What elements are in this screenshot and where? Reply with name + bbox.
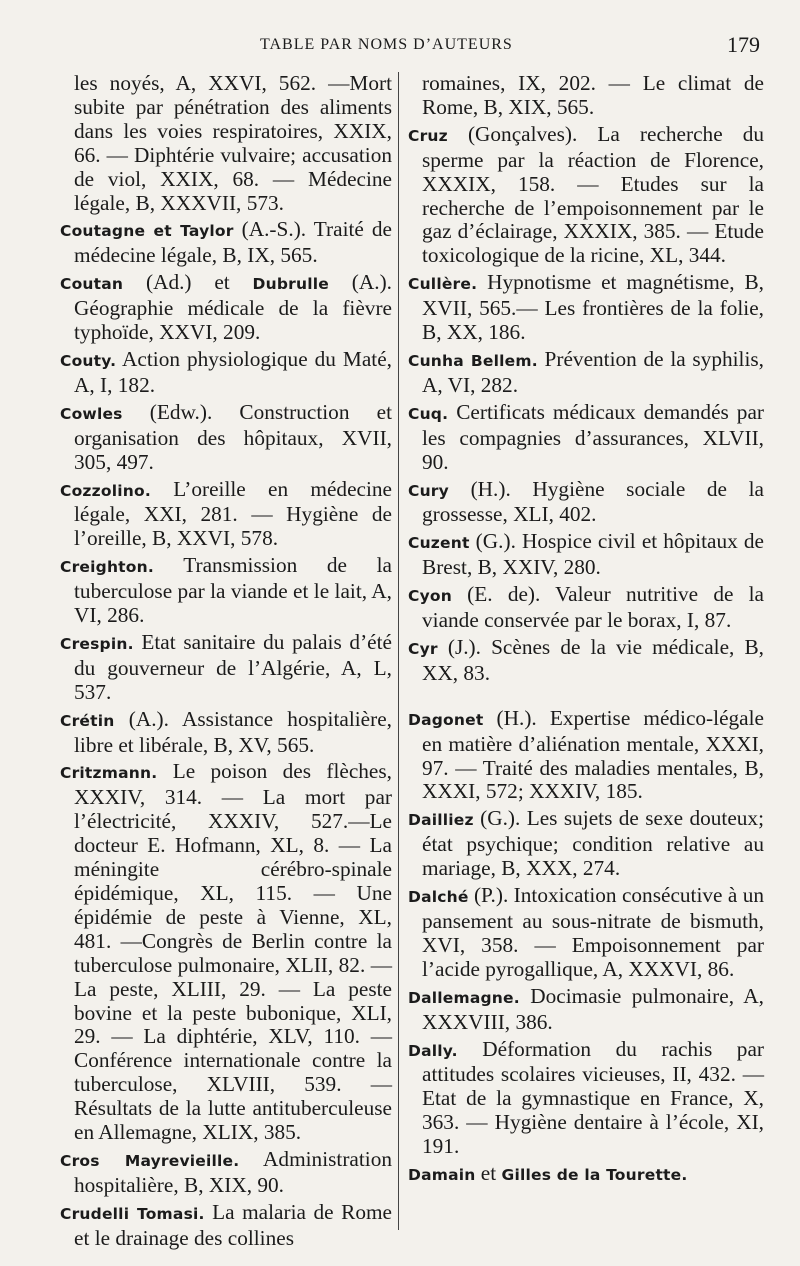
author-name: Dallemagne.: [408, 988, 520, 1007]
column-divider: [398, 72, 399, 1230]
page-header: [60, 30, 780, 60]
index-entry: [408, 884, 764, 982]
author-name: Cozzolino.: [60, 481, 151, 500]
index-entry: [408, 348, 764, 398]
entry-text: (H.). Hygiène sociale de la grossesse, XLI, 402.: [422, 476, 764, 527]
entry-text: (A.). Géographie médicale de la fièvre typhoïde, XXVI, 209.: [74, 270, 392, 345]
index-entry: [60, 554, 392, 628]
index-entry: [408, 1038, 764, 1160]
index-entry: [408, 985, 764, 1035]
index-entry: [408, 583, 764, 633]
index-entry: [60, 708, 392, 758]
index-entry: [60, 348, 392, 398]
author-name: Damain: [408, 1166, 476, 1185]
entry-text: La malaria de Rome et le drainage des collines: [74, 1199, 392, 1250]
entry-text: (Ad.) et: [123, 270, 253, 295]
entry-text: (H.). Expertise médico-légale en matière d’aliénation mentale, XXXI, 97. — Traité des maladies mentales, B, XXXI, 572; XXXIV, 185.: [422, 705, 764, 804]
index-entry: [60, 631, 392, 705]
entry-text: (E. de). Valeur nutritive de la viande conservée par le borax, I, 87.: [422, 582, 764, 633]
entry-text: Prévention de la syphilis, A, VI, 282.: [422, 346, 764, 397]
index-entry: [60, 401, 392, 475]
index-entry: [60, 478, 392, 552]
running-title: TABLE PAR NOMS D’AUTEURS: [260, 36, 513, 53]
entry-text: Docimasie pulmonaire, A, XXXVIII, 386.: [422, 983, 764, 1034]
index-entry: [408, 807, 764, 881]
author-name: Cunha Bellem.: [408, 351, 538, 370]
right-column: [408, 72, 764, 1191]
left-column: [60, 72, 392, 1254]
index-entry: [408, 1162, 764, 1188]
entry-text: Le poison des flèches, XXXIV, 314. — La mort par l’électricité, XXXIV, 527.—Le docteur E. Hofmann, XL, 8. — La méningite cérébro-spinale épidémique, XL, 115. — Une épidémie de peste à Vienne, XL, 481. —Congrès de Berlin contre la tuberculose pulmonaire, XLII, 82. — La peste, XLIII, 29. — La peste bovine et la peste bubonique, XLI, 29. — La diphtérie, XLV, 110. — Conférence internationale contre la tuberculose, XLVIII, 539. — Résultats de la lutte antituberculeuse en Allemagne, XLIX, 385.: [74, 759, 392, 1145]
author-name: Cyr: [408, 639, 438, 658]
entry-text: Action physiologique du Maté, A, I, 182.: [74, 346, 392, 397]
author-name: Cullère.: [408, 275, 478, 294]
entry-text: les noyés, A, XXVI, 562. —Mort subite par pénétration des aliments dans les voies respiratoires, XXIX, 66. — Diphtérie vulvaire; accusation de viol, XXIX, 68. — Médecine légale, B, XXXVII, 573.: [74, 71, 392, 215]
index-entry: [60, 1148, 392, 1198]
author-name: Cuq.: [408, 404, 449, 423]
author-name: Cros Mayrevieille.: [60, 1151, 240, 1170]
entry-text: Hypnotisme et magnétisme, B, XVII, 565.— Les frontières de la folie, B, XX, 186.: [422, 270, 764, 345]
entry-text: (Edw.). Construction et organisation des hôpitaux, XVII, 305, 497.: [74, 399, 392, 474]
entry-text: (A.-S.). Traité de médecine légale, B, IX, 565.: [74, 217, 392, 268]
author-name: Crespin.: [60, 634, 134, 653]
author-name: Dally.: [408, 1041, 458, 1060]
author-name: Dubrulle: [252, 275, 329, 294]
entry-text: (P.). Intoxication consécutive à un pansement au sous-nitrate de bismuth, XVI, 358. — Empoisonnement par l’acide pyrogallique, A, XXXVI, 86.: [422, 883, 764, 981]
author-name: Critzmann.: [60, 764, 158, 783]
author-name: Cyon: [408, 587, 452, 606]
entry-text: Transmission de la tuberculose par la viande et le lait, A, VI, 286.: [74, 553, 392, 628]
entry-text: (J.). Scènes de la vie médicale, B, XX, 83.: [422, 634, 764, 685]
author-name: Cuzent: [408, 534, 470, 553]
author-name: Crétin: [60, 711, 115, 730]
author-name: Couty.: [60, 351, 117, 370]
entry-text: Etat sanitaire du palais d’été du gouverneur de l’Algérie, A, L, 537.: [74, 629, 392, 704]
index-entry: [60, 271, 392, 345]
index-entry: [408, 478, 764, 528]
author-name: Creighton.: [60, 558, 154, 577]
index-entry: [60, 760, 392, 1145]
letter-gap: [408, 689, 764, 707]
index-entry: [408, 530, 764, 580]
author-name: Coutagne et Taylor: [60, 222, 234, 241]
index-entry: [408, 636, 764, 686]
index-entry: [60, 218, 392, 268]
index-entry: [408, 401, 764, 475]
entry-text: (G.). Les sujets de sexe douteux; état psychique; condition relative au mariage, B, XXX, 274.: [422, 806, 764, 881]
entry-text: Certificats médicaux demandés par les compagnies d’assurances, XLVII, 90.: [422, 399, 764, 474]
index-entry: [408, 707, 764, 805]
author-name: Cruz: [408, 126, 448, 145]
index-entry-continuation: [60, 72, 392, 215]
entry-text: (Gonçalves). La recherche du sperme par la réaction de Florence, XXXIX, 158. — Etudes sur la recherche de l’empoisonnement par le gaz d’éclairage, XXXIX, 385. — Etude toxicologique de la ricine, XL, 344.: [422, 121, 764, 268]
entry-text: Administration hospitalière, B, XIX, 90.: [74, 1146, 392, 1197]
index-entry-continuation: [408, 72, 764, 120]
entry-text: et: [475, 1161, 502, 1186]
entry-text: romaines, IX, 202. — Le climat de Rome, B, XIX, 565.: [422, 71, 764, 119]
entry-text: (A.). Assistance hospitalière, libre et libérale, B, XV, 565.: [74, 706, 392, 757]
author-name: Dalché: [408, 888, 469, 907]
entry-text: Déformation du rachis par attitudes scolaires vicieuses, II, 432. — Etat de la gymnastique en France, X, 363. — Hygiène dentaire à l’école, XI, 191.: [422, 1036, 764, 1159]
index-entry: [408, 271, 764, 345]
author-name: Dagonet: [408, 710, 484, 729]
author-name: Coutan: [60, 275, 124, 294]
author-name: Dailliez: [408, 811, 474, 830]
entry-text: L’oreille en médecine légale, XXI, 281. — Hygiène de l’oreille, B, XXVI, 578.: [74, 476, 392, 551]
author-name: Crudelli Tomasi.: [60, 1204, 205, 1223]
author-name: Cowles: [60, 404, 123, 423]
page-number: 179: [727, 32, 760, 57]
entry-text: (G.). Hospice civil et hôpitaux de Brest, B, XXIV, 280.: [422, 529, 764, 580]
author-name: Gilles de la Tourette.: [501, 1166, 688, 1185]
index-entry: [408, 123, 764, 268]
author-name: Cury: [408, 481, 449, 500]
index-entry: [60, 1201, 392, 1251]
